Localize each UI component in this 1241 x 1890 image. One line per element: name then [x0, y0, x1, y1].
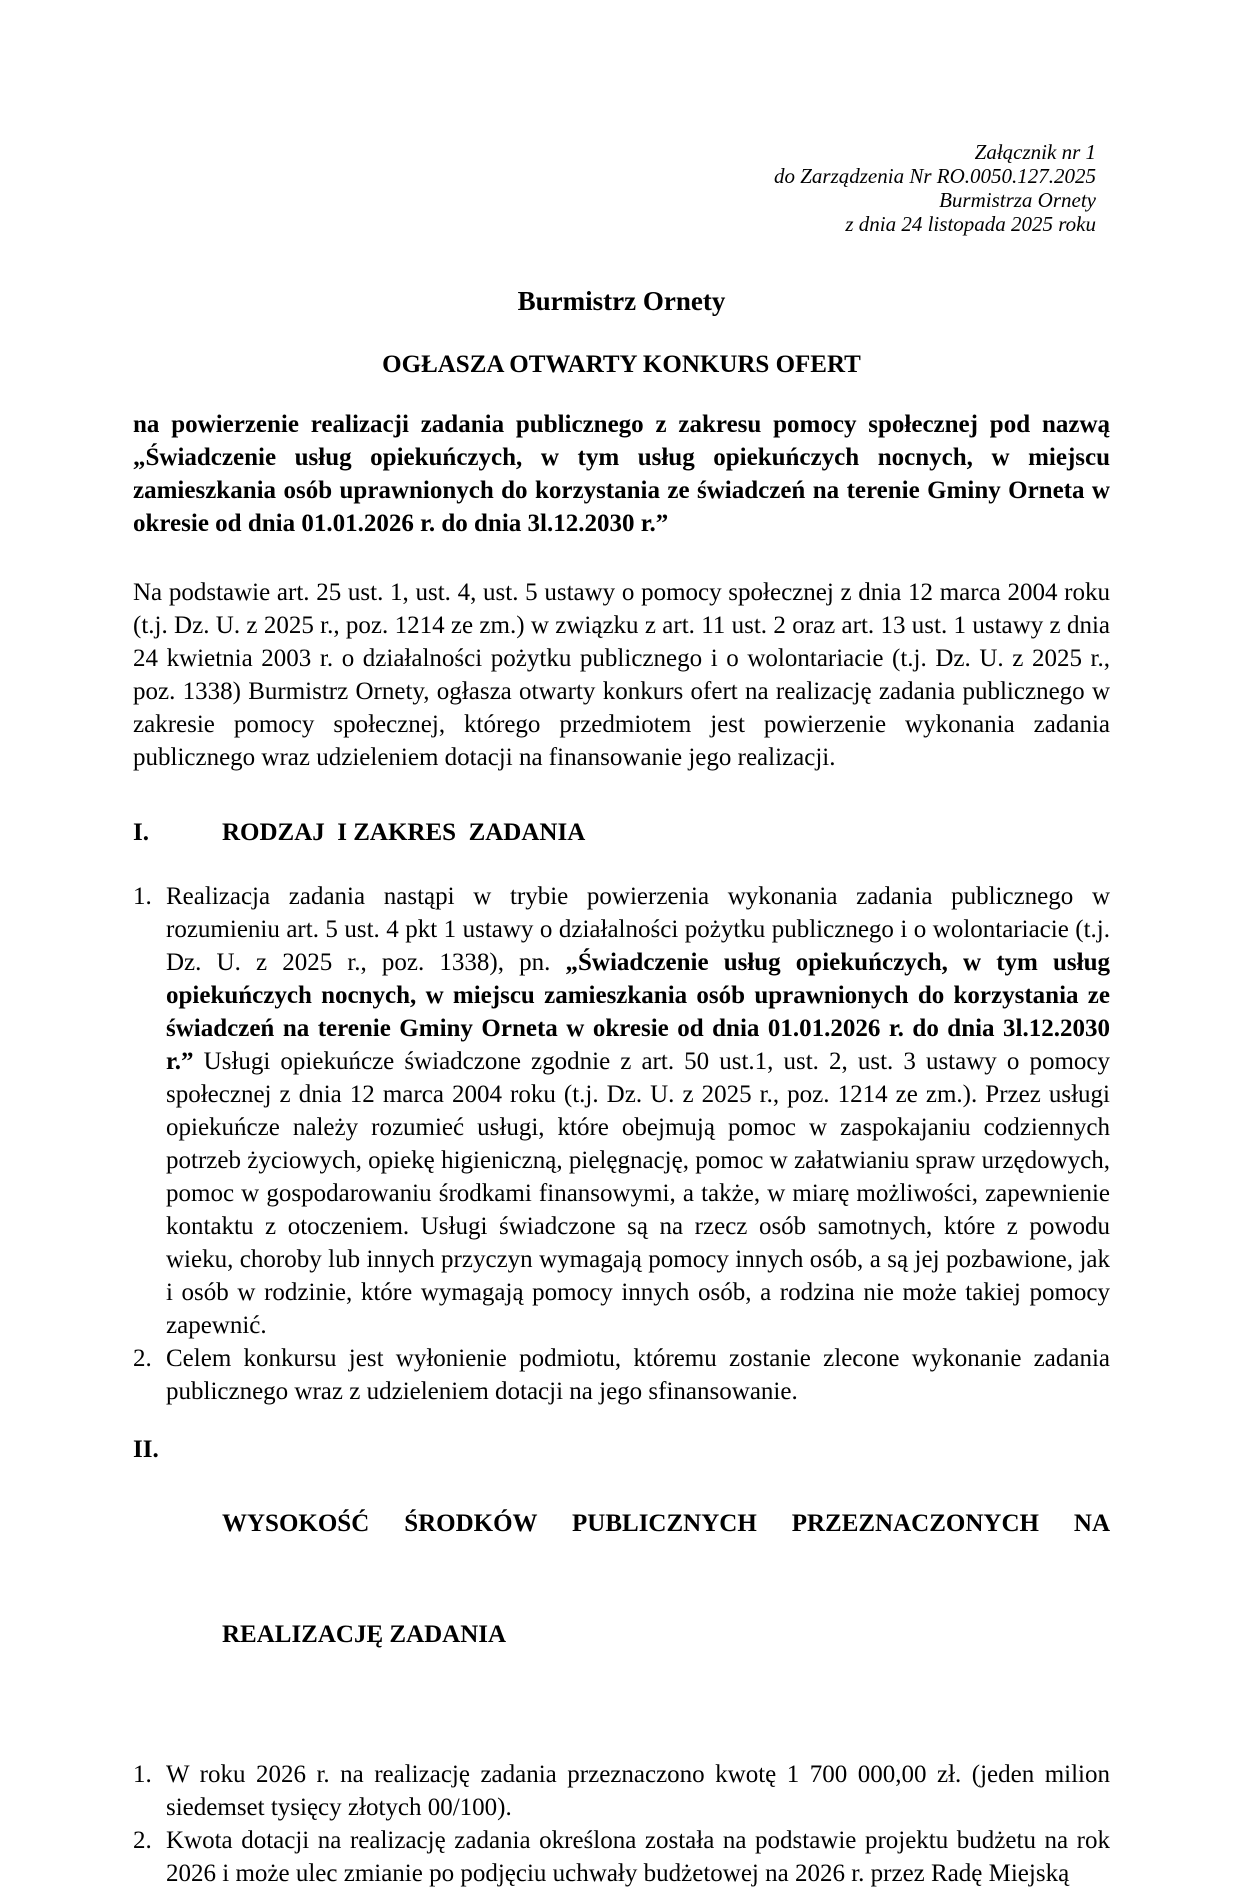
item-number: 2. — [133, 1827, 152, 1854]
item-bold-text: „Świadczenie usług opiekuńczych, w tym usług opiekuńczych nocnych, w miejscu zamieszkania osób uprawnionych do korzystania ze świadczeń na terenie Gminy Orneta w okresie od dnia 01.01.2026 r. do dnia 3l.12.2030 r.” — [166, 949, 1111, 1075]
section-ii-list — [133, 1758, 1110, 1890]
section-i-list — [133, 880, 1110, 1408]
attachment-reference-block — [133, 140, 1096, 236]
section-ii-title-line1: WYSOKOŚĆ ŚRODKÓW PUBLICZNYCH PRZEZNACZONYCH NA — [222, 1510, 1110, 1537]
legal-basis-paragraph: Na podstawie art. 25 ust. 1, ust. 4, ust. 5 ustawy o pomocy społecznej z dnia 12 marca 2004 roku (t.j. Dz. U. z 2025 r., poz. 1214 ze zm.) w związku z art. 11 ust. 2 oraz art. 13 ust. 1 ustawy z dnia 24 kwietnia 2003 r. o działalności pożytku publicznego i o wolontariacie (t.j. Dz. U. z 2025 r., poz. 1338) Burmistrz Ornety, ogłasza otwarty konkurs ofert na realizację zadania publicznego w zakresie pomocy społecznej, którego przedmiotem jest powierzenie wykonania zadania publicznego wraz udzieleniem dotacji na finansowanie jego realizacji. — [133, 579, 1110, 771]
reference-line: z dnia 24 listopada 2025 roku — [845, 212, 1096, 236]
section-i-number: I. — [133, 819, 149, 846]
section-i-title: RODZAJ I ZAKRES ZADANIA — [222, 819, 586, 846]
reference-line: do Zarządzenia Nr RO.0050.127.2025 — [773, 164, 1096, 188]
list-item — [133, 1824, 1110, 1890]
section-i-heading — [133, 816, 1110, 849]
list-item — [133, 880, 1110, 1342]
item-text: Celem konkursu jest wyłonienie podmiotu, któremu zostanie zlecone wykonanie zadania publicznego wraz z udzieleniem dotacji na jego sfinansowanie. — [166, 1345, 1110, 1405]
section-ii-title — [222, 1431, 1110, 1727]
reference-line: Załącznik nr 1 — [974, 140, 1096, 164]
list-item — [133, 1342, 1110, 1408]
item-text: W roku 2026 r. na realizację zadania przeznaczono kwotę 1 700 000,00 zł. (jeden milion siedemset tysięcy złotych 00/100). — [166, 1761, 1110, 1821]
reference-line: Burmistrza Ornety — [939, 188, 1096, 212]
item-number: 1. — [133, 1761, 152, 1788]
section-ii-title-line2: REALIZACJĘ ZADANIA — [222, 1621, 507, 1648]
item-lead-text: Realizacja zadania nastąpi w trybie powierzenia wykonania zadania publicznego w rozumieniu art. 5 ust. 4 pkt 1 ustawy o działalności pożytku publicznego i o wolontariacie (t.j. Dz. U. z 2025 r., poz. 1338), pn. — [166, 883, 1110, 976]
task-name-paragraph: na powierzenie realizacji zadania publicznego z zakresu pomocy społecznej pod nazwą „Świadczenie usług opiekuńczych, w tym usług opiekuńczych nocnych, w miejscu zamieszkania osób uprawnionych do korzystania ze świadczeń na terenie Gminy Orneta w okresie od dnia 01.01.2026 r. do dnia 3l.12.2030 r.” — [133, 411, 1110, 537]
item-number: 2. — [133, 1345, 152, 1372]
item-continuation-text: Usługi opiekuńcze świadczone zgodnie z art. 50 ust.1, ust. 2, ust. 3 ustawy o pomocy społecznej z dnia 12 marca 2004 roku (t.j. Dz. U. z 2025 r., poz. 1214 ze zm.). Przez usługi opiekuńcze należy rozumieć usługi, które obejmują pomoc w zaspokajaniu codziennych potrzeb życiowych, opiekę higieniczną, pielęgnację, pomoc w załatwianiu spraw urzędowych, pomoc w gospodarowaniu środkami finansowymi, a także, w miarę możliwości, zapewnienie kontaktu z otoczeniem. Usługi świadczone są na rzecz osób samotnych, które z powodu wieku, choroby lub innych przyczyn wymagają pomocy innych osób, a są jej pozbawione, jak i osób w rodzinie, które wymagają pomocy innych osób, a rodzina nie może takiej pomocy zapewnić. — [166, 1048, 1110, 1339]
section-ii-number: II. — [133, 1436, 159, 1463]
item-text — [166, 880, 1110, 1342]
document-title: Burmistrz Ornety — [517, 286, 726, 316]
item-number: 1. — [133, 883, 152, 910]
section-ii-heading — [133, 1431, 1110, 1727]
document-subtitle: OGŁASZA OTWARTY KONKURS OFERT — [382, 351, 861, 378]
item-text: Kwota dotacji na realizację zadania określona została na podstawie projektu budżetu na rok 2026 i może ulec zmianie po podjęciu uchwały budżetowej na 2026 r. przez Radę Miejską — [166, 1827, 1110, 1887]
list-item — [133, 1758, 1110, 1824]
